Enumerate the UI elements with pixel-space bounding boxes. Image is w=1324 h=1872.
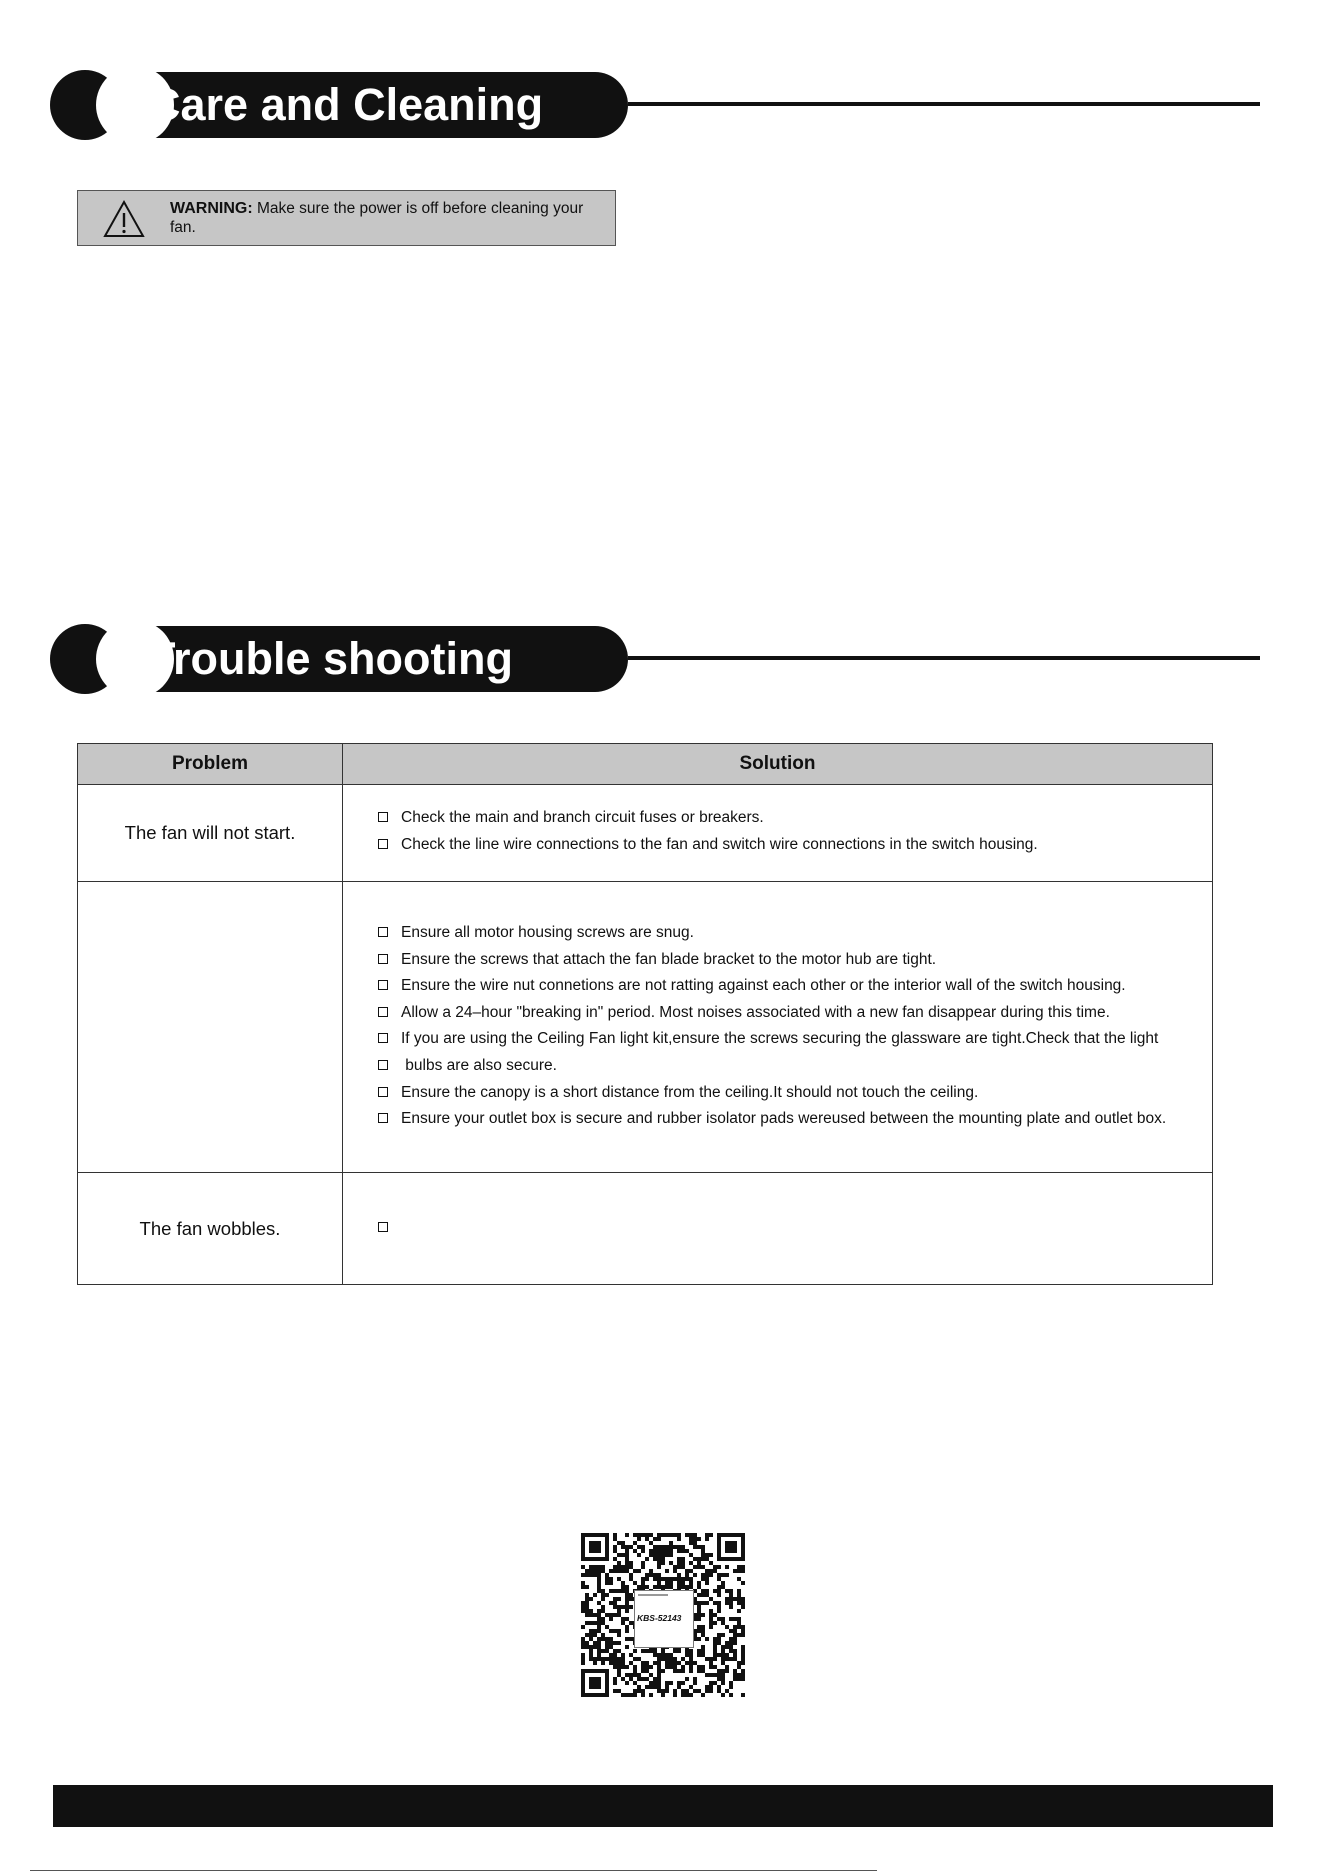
warning-triangle-icon	[102, 199, 146, 239]
table-row	[78, 882, 1213, 1173]
problem-header: Problem	[78, 744, 343, 785]
qr-product-label	[634, 1590, 694, 1648]
solution-header: Solution	[343, 744, 1213, 785]
qr-label-code: KBS-52143	[637, 1613, 682, 1623]
solution-item: Ensure the screws that attach the fan blade bracket to the motor hub are tight.	[378, 947, 1212, 974]
solution-cell	[343, 1173, 1213, 1285]
solution-item: Ensure all motor housing screws are snug.	[378, 920, 1212, 947]
problem-cell	[78, 882, 343, 1173]
checkbox-icon	[378, 1060, 388, 1070]
solution-item: Ensure the wire nut connetions are not ratting against each other or the interior wall of the switch housing.	[378, 973, 1212, 1000]
warning-label: WARNING:	[170, 200, 253, 217]
checkbox-icon	[378, 1222, 388, 1232]
section-title-trouble: Trouble shooting	[148, 633, 513, 684]
checkbox-icon	[378, 1087, 388, 1097]
header-rule	[628, 102, 1260, 106]
solution-item: Ensure the canopy is a short distance from the ceiling.It should not touch the ceiling.	[378, 1080, 1212, 1107]
footer-bar	[53, 1785, 1273, 1827]
solution-cell	[343, 882, 1213, 1173]
solution-item: Allow a 24–hour "breaking in" period. Most noises associated with a new fan disappear during this time.	[378, 1000, 1212, 1027]
header-rule	[628, 656, 1260, 660]
warning-box	[77, 190, 616, 246]
checkbox-icon	[378, 980, 388, 990]
checkbox-icon	[378, 812, 388, 822]
checkbox-icon	[378, 927, 388, 937]
checkbox-icon	[378, 1033, 388, 1043]
checkbox-icon	[378, 839, 388, 849]
warning-text: Make sure the power is off before cleaning your fan.	[170, 200, 584, 236]
table-row	[78, 1173, 1213, 1285]
solution-item: bulbs are also secure.	[378, 1053, 1212, 1080]
problem-cell: The fan will not start.	[78, 785, 343, 882]
checkbox-icon	[378, 954, 388, 964]
troubleshooting-table	[77, 743, 1213, 1285]
problem-cell: The fan wobbles.	[78, 1173, 343, 1285]
table-header-row	[78, 744, 1213, 785]
solution-item: Check the line wire connections to the fan and switch wire connections in the switch housing.	[378, 832, 1212, 859]
care-cleaning-header	[50, 70, 1220, 140]
solution-item: Ensure your outlet box is secure and rubber isolator pads wereused between the mounting plate and outlet box.	[378, 1106, 1212, 1133]
solution-cell	[343, 785, 1213, 882]
solution-item	[378, 1215, 1212, 1242]
checkbox-icon	[378, 1007, 388, 1017]
section-title-care: Care and Cleaning	[148, 79, 544, 130]
solution-item: If you are using the Ceiling Fan light kit,ensure the screws securing the glassware are tight.Check that the light	[378, 1026, 1212, 1053]
table-row	[78, 785, 1213, 882]
checkbox-icon	[378, 1113, 388, 1123]
solution-item: Check the main and branch circuit fuses or breakers.	[378, 805, 1212, 832]
bottom-rule	[30, 1870, 877, 1871]
trouble-shooting-header	[50, 624, 1220, 694]
